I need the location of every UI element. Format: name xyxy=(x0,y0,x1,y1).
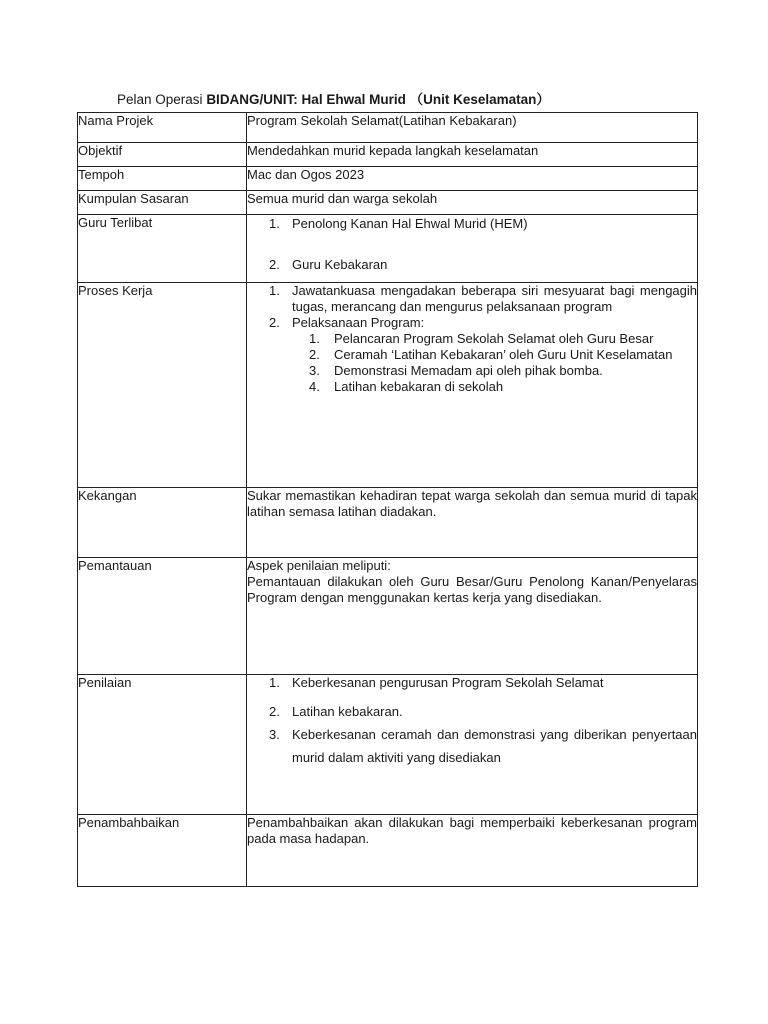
sublist-item xyxy=(247,331,697,347)
list-item xyxy=(247,723,697,769)
list-text: Demonstrasi Memadam api oleh pihak bomba. xyxy=(334,363,603,378)
list-text: Guru Kebakaran xyxy=(292,257,388,272)
title-unit: BIDANG/UNIT: Hal Ehwal Murid xyxy=(206,92,406,107)
row-kumpulan-sasaran xyxy=(78,191,698,215)
list-text: Latihan kebakaran. xyxy=(292,704,403,719)
pelaksanaan-sublist xyxy=(247,331,697,395)
list-item xyxy=(247,257,697,273)
list-text: Keberkesanan pengurusan Program Sekolah Selamat xyxy=(292,675,604,690)
row-objektif xyxy=(78,143,698,167)
row-kekangan xyxy=(78,488,698,558)
list-number: 2. xyxy=(269,315,280,330)
sublist-item xyxy=(247,347,697,363)
proses-kerja-list xyxy=(247,283,697,331)
list-number: 2. xyxy=(309,347,320,362)
value-penilaian xyxy=(247,675,698,815)
list-number: 1. xyxy=(269,283,280,298)
list-number: 3. xyxy=(309,363,320,378)
row-guru-terlibat xyxy=(78,215,698,283)
pemantauan-detail: Pemantauan dilakukan oleh Guru Besar/Guru Penolong Kanan/Penyelaras Program dengan menggunakan kertas kerja yang disediakan. xyxy=(247,574,697,605)
list-text: Keberkesanan ceramah dan demonstrasi yang diberikan penyertaan murid dalam aktiviti yang disediakan xyxy=(292,727,697,765)
value-kekangan: Sukar memastikan kehadiran tepat warga sekolah dan semua murid di tapak latihan semasa latihan diadakan. xyxy=(247,488,698,558)
row-pemantauan xyxy=(78,558,698,675)
label-pemantauan: Pemantauan xyxy=(78,558,247,675)
sublist-item xyxy=(247,363,697,379)
label-nama-projek: Nama Projek xyxy=(78,113,247,143)
label-guru-terlibat: Guru Terlibat xyxy=(78,215,247,283)
label-kumpulan-sasaran: Kumpulan Sasaran xyxy=(78,191,247,215)
list-number: 2. xyxy=(269,704,280,719)
row-nama-projek xyxy=(78,113,698,143)
list-text: Latihan kebakaran di sekolah xyxy=(334,379,504,394)
value-objektif: Mendedahkan murid kepada langkah keselamatan xyxy=(247,143,698,167)
list-text: Penolong Kanan Hal Ehwal Murid (HEM) xyxy=(292,216,528,231)
row-proses-kerja xyxy=(78,283,698,488)
guru-terlibat-list xyxy=(247,216,697,273)
list-number: 3. xyxy=(269,727,280,742)
value-pemantauan xyxy=(247,558,698,675)
value-kumpulan-sasaran: Semua murid dan warga sekolah xyxy=(247,191,698,215)
value-proses-kerja xyxy=(247,283,698,488)
title-subunit: （Unit Keselamatan） xyxy=(409,92,550,107)
penilaian-list xyxy=(247,675,697,769)
value-penambahbaikan: Penambahbaikan akan dilakukan bagi memperbaiki keberkesanan program pada masa hadapan. xyxy=(247,815,698,887)
label-kekangan: Kekangan xyxy=(78,488,247,558)
sublist-item xyxy=(247,379,697,395)
list-item xyxy=(247,315,697,331)
value-tempoh: Mac dan Ogos 2023 xyxy=(247,167,698,191)
label-penambahbaikan: Penambahbaikan xyxy=(78,815,247,887)
list-item xyxy=(247,283,697,315)
document-title xyxy=(117,88,550,108)
value-guru-terlibat xyxy=(247,215,698,283)
title-prefix: Pelan Operasi xyxy=(117,92,207,107)
list-item xyxy=(247,700,697,723)
row-penilaian xyxy=(78,675,698,815)
list-number: 4. xyxy=(309,379,320,394)
label-tempoh: Tempoh xyxy=(78,167,247,191)
value-nama-projek: Program Sekolah Selamat(Latihan Kebakaran) xyxy=(247,113,698,143)
list-item xyxy=(247,675,697,691)
list-number: 1. xyxy=(269,675,280,690)
operation-plan-table xyxy=(77,112,698,887)
list-text: Ceramah ‘Latihan Kebakaran’ oleh Guru Unit Keselamatan xyxy=(334,347,673,362)
label-objektif: Objektif xyxy=(78,143,247,167)
list-text: Pelancaran Program Sekolah Selamat oleh Guru Besar xyxy=(334,331,654,346)
list-text: Pelaksanaan Program: xyxy=(292,315,425,330)
list-text: Jawatankuasa mengadakan beberapa siri mesyuarat bagi mengagih tugas, merancang dan mengurus pelaksanaan program xyxy=(292,283,697,314)
label-penilaian: Penilaian xyxy=(78,675,247,815)
row-penambahbaikan xyxy=(78,815,698,887)
list-item xyxy=(247,216,697,232)
pemantauan-intro: Aspek penilaian meliputi: xyxy=(247,558,391,573)
list-number: 1. xyxy=(309,331,320,346)
label-proses-kerja: Proses Kerja xyxy=(78,283,247,488)
row-tempoh xyxy=(78,167,698,191)
list-number: 1. xyxy=(269,216,280,231)
list-number: 2. xyxy=(269,257,280,272)
